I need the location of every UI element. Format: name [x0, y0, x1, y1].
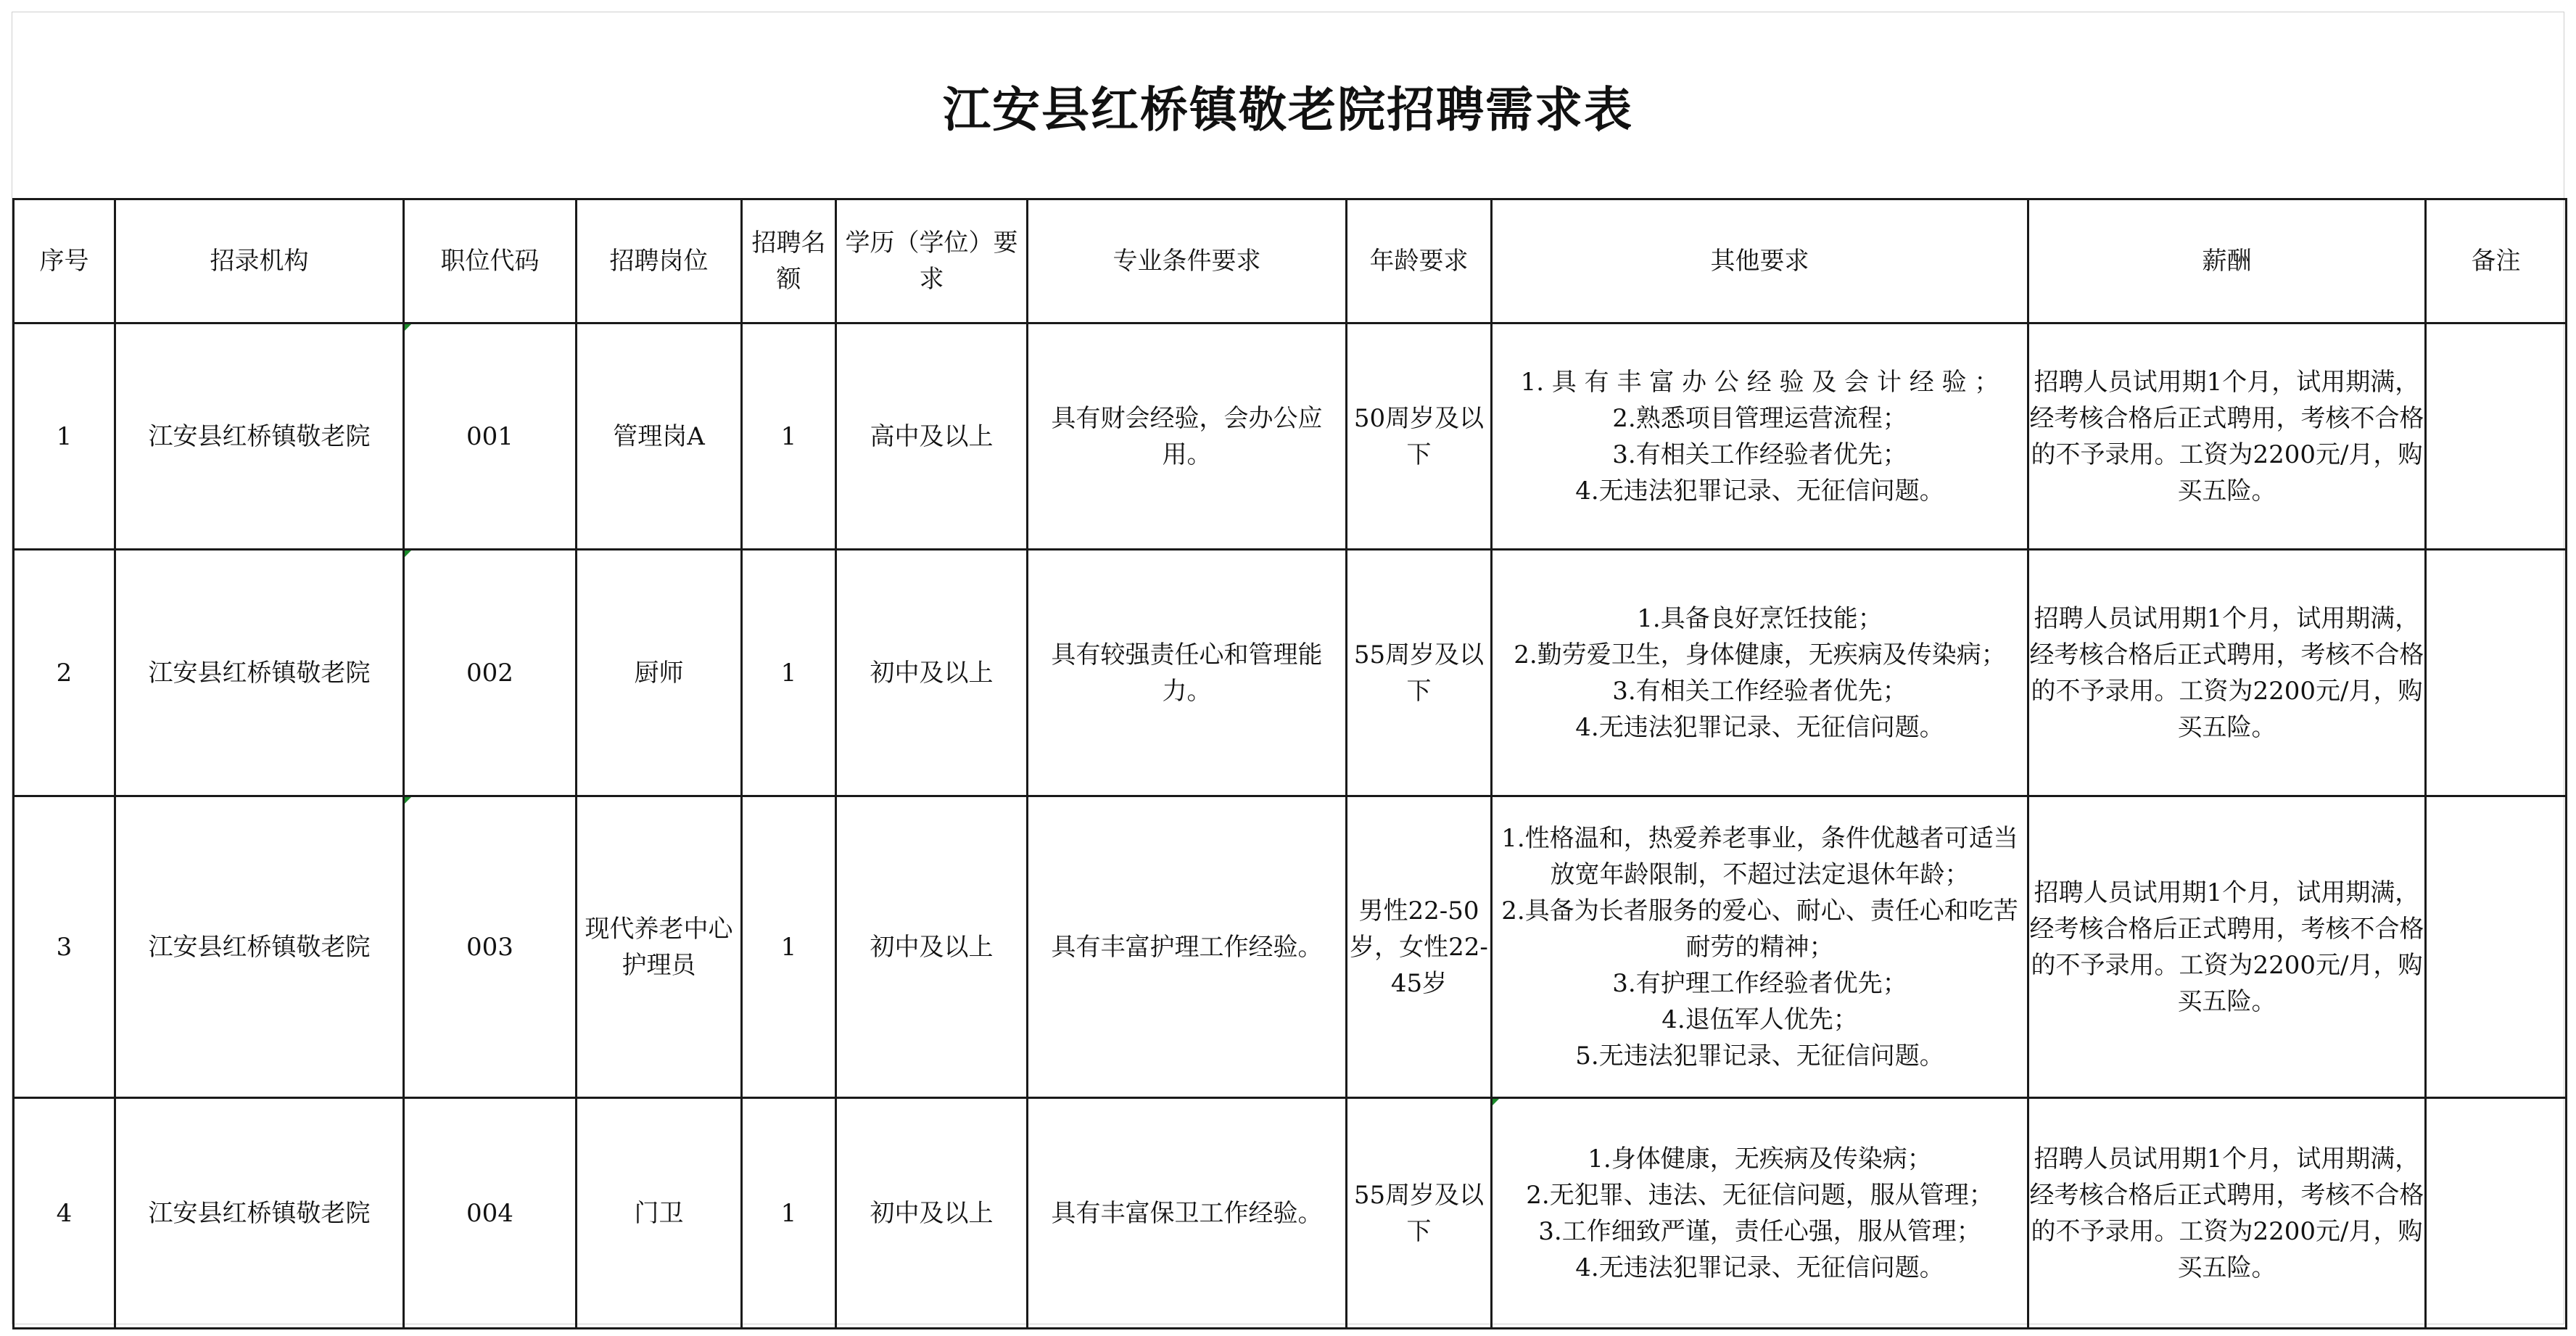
comment-marker-icon — [405, 551, 411, 557]
cell-other — [1492, 796, 2028, 1098]
header-note: 备注 — [2426, 199, 2567, 323]
cell-note — [2426, 1098, 2567, 1329]
cell-education: 高中及以上 — [836, 323, 1028, 550]
header-major: 专业条件要求 — [1028, 199, 1347, 323]
cell-age: 50周岁及以下 — [1347, 323, 1492, 550]
table-row — [14, 323, 2567, 550]
requirement-line: 2.具备为长者服务的爱心、耐心、责任心和吃苦耐劳的精神； — [1501, 896, 2018, 962]
header-org: 招录机构 — [115, 199, 404, 323]
requirement-line: 1. 具 有 丰 富 办 公 经 验 及 会 计 经 验 ； — [1520, 367, 1999, 397]
cell-code-text: 001 — [466, 421, 513, 451]
cell-education: 初中及以上 — [836, 1098, 1028, 1329]
requirement-line: 3.工作细致严谨，责任心强，服从管理； — [1538, 1216, 1981, 1246]
header-quota: 招聘名额 — [742, 199, 836, 323]
cell-position: 门卫 — [577, 1098, 742, 1329]
requirement-line: 4.无违法犯罪记录、无征信问题。 — [1575, 712, 1944, 742]
cell-code — [404, 550, 577, 796]
cell-note — [2426, 550, 2567, 796]
cell-seq: 3 — [14, 796, 115, 1098]
cell-quota: 1 — [742, 796, 836, 1098]
recruitment-table — [12, 198, 2567, 1329]
requirement-line: 1.身体健康，无疾病及传染病； — [1588, 1144, 1932, 1174]
cell-other — [1492, 1098, 2028, 1329]
cell-seq: 1 — [14, 323, 115, 550]
cell-salary: 招聘人员试用期1个月，试用期满，经考核合格后正式聘用，考核不合格的不予录用。工资为2200元/月，购买五险。 — [2028, 1098, 2426, 1329]
cell-education: 初中及以上 — [836, 796, 1028, 1098]
cell-org: 江安县红桥镇敬老院 — [115, 323, 404, 550]
requirement-line: 3.有护理工作经验者优先； — [1612, 968, 1907, 998]
header-code: 职位代码 — [404, 199, 577, 323]
cell-position: 厨师 — [577, 550, 742, 796]
cell-code: 004 — [404, 1098, 577, 1329]
cell-code — [404, 796, 577, 1098]
table-row — [14, 1098, 2567, 1329]
cell-education: 初中及以上 — [836, 550, 1028, 796]
requirement-line: 4.无违法犯罪记录、无征信问题。 — [1575, 1253, 1944, 1282]
comment-marker-icon — [1493, 1099, 1499, 1105]
cell-quota: 1 — [742, 550, 836, 796]
header-other: 其他要求 — [1492, 199, 2028, 323]
cell-age: 55周岁及以下 — [1347, 1098, 1492, 1329]
table-row — [14, 550, 2567, 796]
cell-other — [1492, 550, 2028, 796]
requirement-line: 4.退伍军人优先； — [1661, 1005, 1858, 1034]
requirement-line: 3.有相关工作经验者优先； — [1612, 440, 1907, 469]
cell-seq: 2 — [14, 550, 115, 796]
cell-major: 具有较强责任心和管理能力。 — [1028, 550, 1347, 796]
requirement-line: 3.有相关工作经验者优先； — [1612, 676, 1907, 706]
header-education: 学历（学位）要求 — [836, 199, 1028, 323]
header-age: 年龄要求 — [1347, 199, 1492, 323]
requirement-line: 4.无违法犯罪记录、无征信问题。 — [1575, 476, 1944, 506]
cell-other — [1492, 323, 2028, 550]
requirement-line: 2.无犯罪、违法、无征信问题，服从管理； — [1526, 1180, 1994, 1210]
cell-age: 55周岁及以下 — [1347, 550, 1492, 796]
title-area — [12, 12, 2564, 198]
page-title: 江安县红桥镇敬老院招聘需求表 — [943, 81, 1633, 138]
cell-salary: 招聘人员试用期1个月，试用期满，经考核合格后正式聘用，考核不合格的不予录用。工资为2200元/月，购买五险。 — [2028, 550, 2426, 796]
cell-org: 江安县红桥镇敬老院 — [115, 550, 404, 796]
cell-seq: 4 — [14, 1098, 115, 1329]
cell-note — [2426, 796, 2567, 1098]
cell-position: 管理岗A — [577, 323, 742, 550]
cell-position: 现代养老中心护理员 — [577, 796, 742, 1098]
header-salary: 薪酬 — [2028, 199, 2426, 323]
cell-org: 江安县红桥镇敬老院 — [115, 1098, 404, 1329]
requirement-line: 2.勤劳爱卫生，身体健康，无疾病及传染病； — [1514, 640, 2006, 669]
cell-org: 江安县红桥镇敬老院 — [115, 796, 404, 1098]
cell-quota: 1 — [742, 1098, 836, 1329]
requirement-line: 5.无违法犯罪记录、无征信问题。 — [1575, 1041, 1944, 1071]
spreadsheet-sheet — [12, 12, 2564, 1324]
cell-age: 男性22-50岁，女性22-45岁 — [1347, 796, 1492, 1098]
requirement-line: 2.熟悉项目管理运营流程； — [1612, 403, 1907, 433]
cell-note — [2426, 323, 2567, 550]
cell-major: 具有丰富保卫工作经验。 — [1028, 1098, 1347, 1329]
comment-marker-icon — [405, 324, 411, 331]
comment-marker-icon — [405, 797, 411, 804]
cell-code-text: 003 — [466, 932, 513, 962]
table-row — [14, 796, 2567, 1098]
cell-code — [404, 323, 577, 550]
cell-major: 具有丰富护理工作经验。 — [1028, 796, 1347, 1098]
cell-major: 具有财会经验，会办公应用。 — [1028, 323, 1347, 550]
requirement-line: 1.具备良好烹饪技能； — [1637, 603, 1883, 633]
cell-salary: 招聘人员试用期1个月，试用期满，经考核合格后正式聘用，考核不合格的不予录用。工资为2200元/月，购买五险。 — [2028, 323, 2426, 550]
header-position: 招聘岗位 — [577, 199, 742, 323]
requirement-line: 1.性格温和，热爱养老事业，条件优越者可适当放宽年龄限制，不超过法定退休年龄； — [1501, 823, 2018, 889]
header-seq: 序号 — [14, 199, 115, 323]
cell-code-text: 002 — [466, 658, 513, 688]
header-row — [14, 199, 2567, 323]
cell-quota: 1 — [742, 323, 836, 550]
cell-salary: 招聘人员试用期1个月，试用期满，经考核合格后正式聘用，考核不合格的不予录用。工资为2200元/月，购买五险。 — [2028, 796, 2426, 1098]
